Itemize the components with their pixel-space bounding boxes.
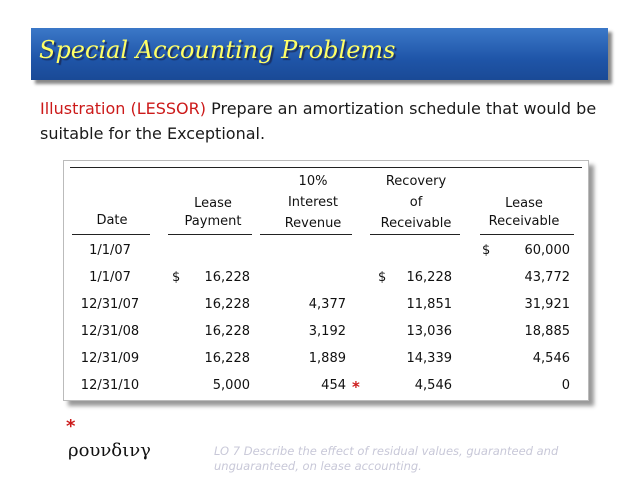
header-lease-payment-line2: Payment (184, 214, 242, 229)
header-lease-payment (170, 195, 256, 231)
rounding-asterisk: * (352, 378, 360, 396)
cell-interest: 1,889 (308, 351, 346, 366)
cell-receivable: 43,772 (524, 270, 570, 285)
header-interest-revenue (264, 171, 362, 234)
cell-receivable-sign: $ (482, 243, 491, 258)
title-bar (31, 28, 608, 80)
rule-interest (260, 234, 352, 235)
header-interest-line1: 10% (298, 174, 328, 189)
cell-recovery: 14,339 (406, 351, 452, 366)
header-lease-receivable (474, 195, 574, 231)
cell-receivable: 31,921 (524, 297, 570, 312)
cell-interest: 3,192 (308, 324, 346, 339)
cell-payment: 16,228 (204, 297, 250, 312)
header-interest-line2: Interest (287, 195, 339, 210)
intro-text (40, 96, 610, 146)
cell-interest: 454 (321, 378, 346, 393)
cell-recovery: 11,851 (406, 297, 452, 312)
slide-title: Special Accounting Problems (39, 36, 396, 64)
cell-recovery: 4,546 (414, 378, 452, 393)
header-recovery-receivable (366, 171, 466, 234)
cell-interest: 4,377 (308, 297, 346, 312)
cell-payment: 5,000 (212, 378, 250, 393)
header-recovery-line3: Receivable (380, 216, 452, 231)
cell-receivable: 18,885 (524, 324, 570, 339)
header-interest-line3: Revenue (284, 216, 342, 231)
cell-receivable: 4,546 (532, 351, 570, 366)
rule-date (72, 234, 150, 235)
table-row (64, 297, 588, 323)
rule-lease-payment (168, 234, 252, 235)
cell-payment-sign: $ (172, 270, 181, 285)
learning-objective: LO 7 Describe the effect of residual values, guaranteed and unguaranteed, on lease accounting. (214, 444, 559, 473)
header-lease-receivable-line2: Receivable (488, 214, 560, 229)
cell-recovery: 13,036 (406, 324, 452, 339)
header-date (74, 213, 150, 228)
table-row (64, 324, 588, 350)
table-row (64, 270, 588, 296)
amortization-schedule-panel (63, 160, 589, 401)
cell-date: 12/31/10 (80, 378, 140, 393)
intro-rest: Prepare an amortization schedule that would be suitable for the Exceptional. (40, 99, 597, 143)
header-recovery-line2: of (409, 195, 423, 210)
table-row (64, 378, 588, 404)
header-lease-receivable-line1: Lease (505, 196, 543, 211)
rule-recovery (370, 234, 460, 235)
cell-payment: 16,228 (204, 324, 250, 339)
intro-highlight: Illustration (LESSOR) (40, 99, 207, 118)
rule-receivable (480, 234, 574, 235)
cell-payment: 16,228 (204, 351, 250, 366)
table-row (64, 243, 588, 269)
footnote-asterisk: * (66, 416, 76, 437)
cell-payment: 16,228 (204, 270, 250, 285)
cell-date: 12/31/09 (80, 351, 140, 366)
header-date-line1: Date (96, 213, 128, 228)
header-lease-payment-line1: Lease (194, 196, 232, 211)
cell-receivable: 60,000 (524, 243, 570, 258)
cell-date: 1/1/07 (89, 243, 131, 258)
cell-date: 12/31/08 (80, 324, 140, 339)
cell-date: 12/31/07 (80, 297, 140, 312)
cell-date: 1/1/07 (89, 270, 131, 285)
table-row (64, 351, 588, 377)
cell-receivable: 0 (561, 378, 570, 393)
header-top-rule (70, 167, 582, 168)
footnote-text: ρουνδινγ (68, 440, 151, 461)
cell-recovery: 16,228 (406, 270, 452, 285)
header-recovery-line1: Recovery (385, 174, 447, 189)
cell-recovery-sign: $ (378, 270, 387, 285)
